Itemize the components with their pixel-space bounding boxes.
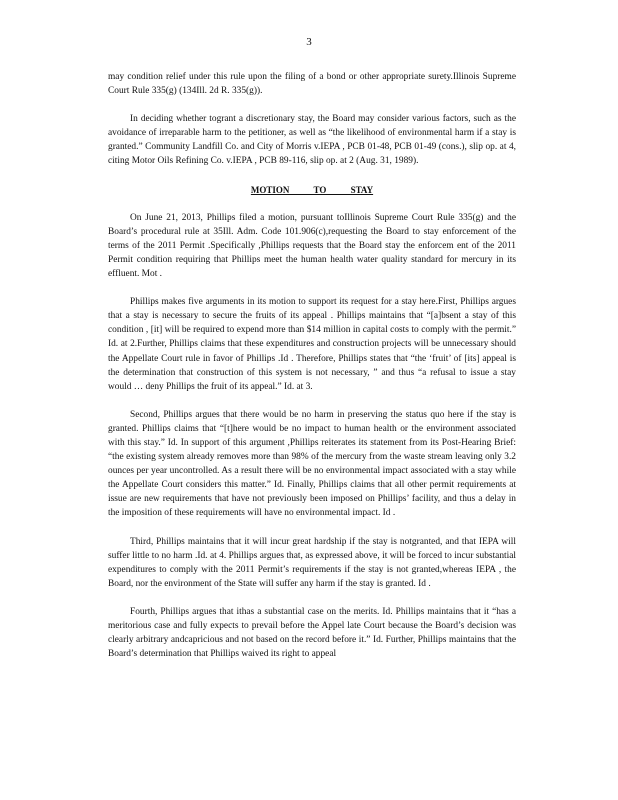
paragraph-third-argument: Third, Phillips maintains that it will incur great hardship if the stay is notgranted, and that IEPA will suffer little to no harm .Id. at 4. Phillips argues that, as expressed above, it will be forced to incur substantial expenditures to comply with the 2011 Permit’s requirements if the stay is not granted,whereas IEPA , the Board, nor the environment of the State will suffer any harm if the stay is granted. Id . bbox=[108, 536, 516, 589]
spacer bbox=[108, 98, 516, 112]
spacer bbox=[108, 394, 516, 408]
spacer bbox=[108, 281, 516, 295]
section-heading-motion-to-stay: MOTION TO STAY bbox=[250, 184, 374, 195]
spacer bbox=[108, 169, 516, 183]
page-body bbox=[108, 70, 516, 661]
spacer bbox=[108, 591, 516, 605]
paragraph-motion-filed: On June 21, 2013, Phillips filed a motion, pursuant toIllinois Supreme Court Rule 335(g) and the Board’s procedural rule at 35Ill. Adm. Code 101.906(c),requesting the Board to stay enforcement of the terms of the 2011 Permit .Specifically ,Phillips requests that the Board stay the enforcem ent of the 2011 Permit condition requiring that Phillips meet the human health water quality standard for mercury in its effluent. Mot . bbox=[108, 212, 516, 280]
rule-quote-end: may condition relief under this rule upon the filing of a bond or other appropriate surety.Illinois Supreme Court Rule 335(g) (134Ill. 2d R. 335(g)). bbox=[108, 72, 516, 97]
paragraph-fourth-argument: Fourth, Phillips argues that ithas a substantial case on the merits. Id. Phillips maintains that it “has a meritorious case and fully expects to prevail before the Appel late Court because the Board’s decision was clearly arbitrary andcapricious and not based on the record before it.” Id. Further, Phillips maintains that the Board’s determination that Phillips waived its right to appeal bbox=[108, 606, 516, 660]
spacer bbox=[108, 521, 516, 535]
paragraph-first-argument: Phillips makes five arguments in its motion to support its request for a stay here.First, Phillips argues that a stay is necessary to secure the fruits of its appeal . Phillips maintains that “[a]bsent a stay of this condition , [it] will be required to expend more than $14 million in capital costs to comply with the permit.” Id. at 2.Further, Phillips claims that these expenditures and construction projects will be unnecessary should the Appellate Court rule in favor of Phillips .Id . Therefore, Phillips states that “the ‘fruit’ of [its] appeal is the determination that construction of this system is not necessary, ” and thus “a refusal to issue a stay would … deny Phillips the fruit of its appeal.” Id. at 3. bbox=[108, 297, 516, 392]
spacer bbox=[108, 197, 516, 211]
page-number: 3 bbox=[306, 36, 312, 48]
paragraph-stay-factors: In deciding whether togrant a discretionary stay, the Board may consider various factors, such as the avoidance of irreparable harm to the petitioner, as well as “the likelihood of environmental harm if a stay is granted.” Community Landfill Co. and City of Morris v.IEPA , PCB 01-48, PCB 01-49 (cons.), slip op. at 4, citing Motor Oils Refining Co. v.IEPA , PCB 89-116, slip op. at 2 (Aug. 31, 1989). bbox=[108, 114, 516, 167]
paragraph-second-argument: Second, Phillips argues that there would be no harm in preserving the status quo here if the stay is granted. Phillips claims that “[t]here would be no impact to human health or the environment associated with this stay.” Id. In support of this argument ,Phillips reiterates its statement from its Post-Hearing Brief: “the existing system already removes more than 98% of the mercury from the waste stream leaving only 3.2 ounces per year uncontrolled. As a result there will be no environmental impact associated with a stay while the Appellate Court considers this matter.” Id. Finally, Phillips claims that all other permit requirements at issue are new requirements that have not previously been imposed on Phillips’ facility, and thus a delay in the imposition of these requirements will have no environmental impact. Id . bbox=[108, 409, 516, 519]
